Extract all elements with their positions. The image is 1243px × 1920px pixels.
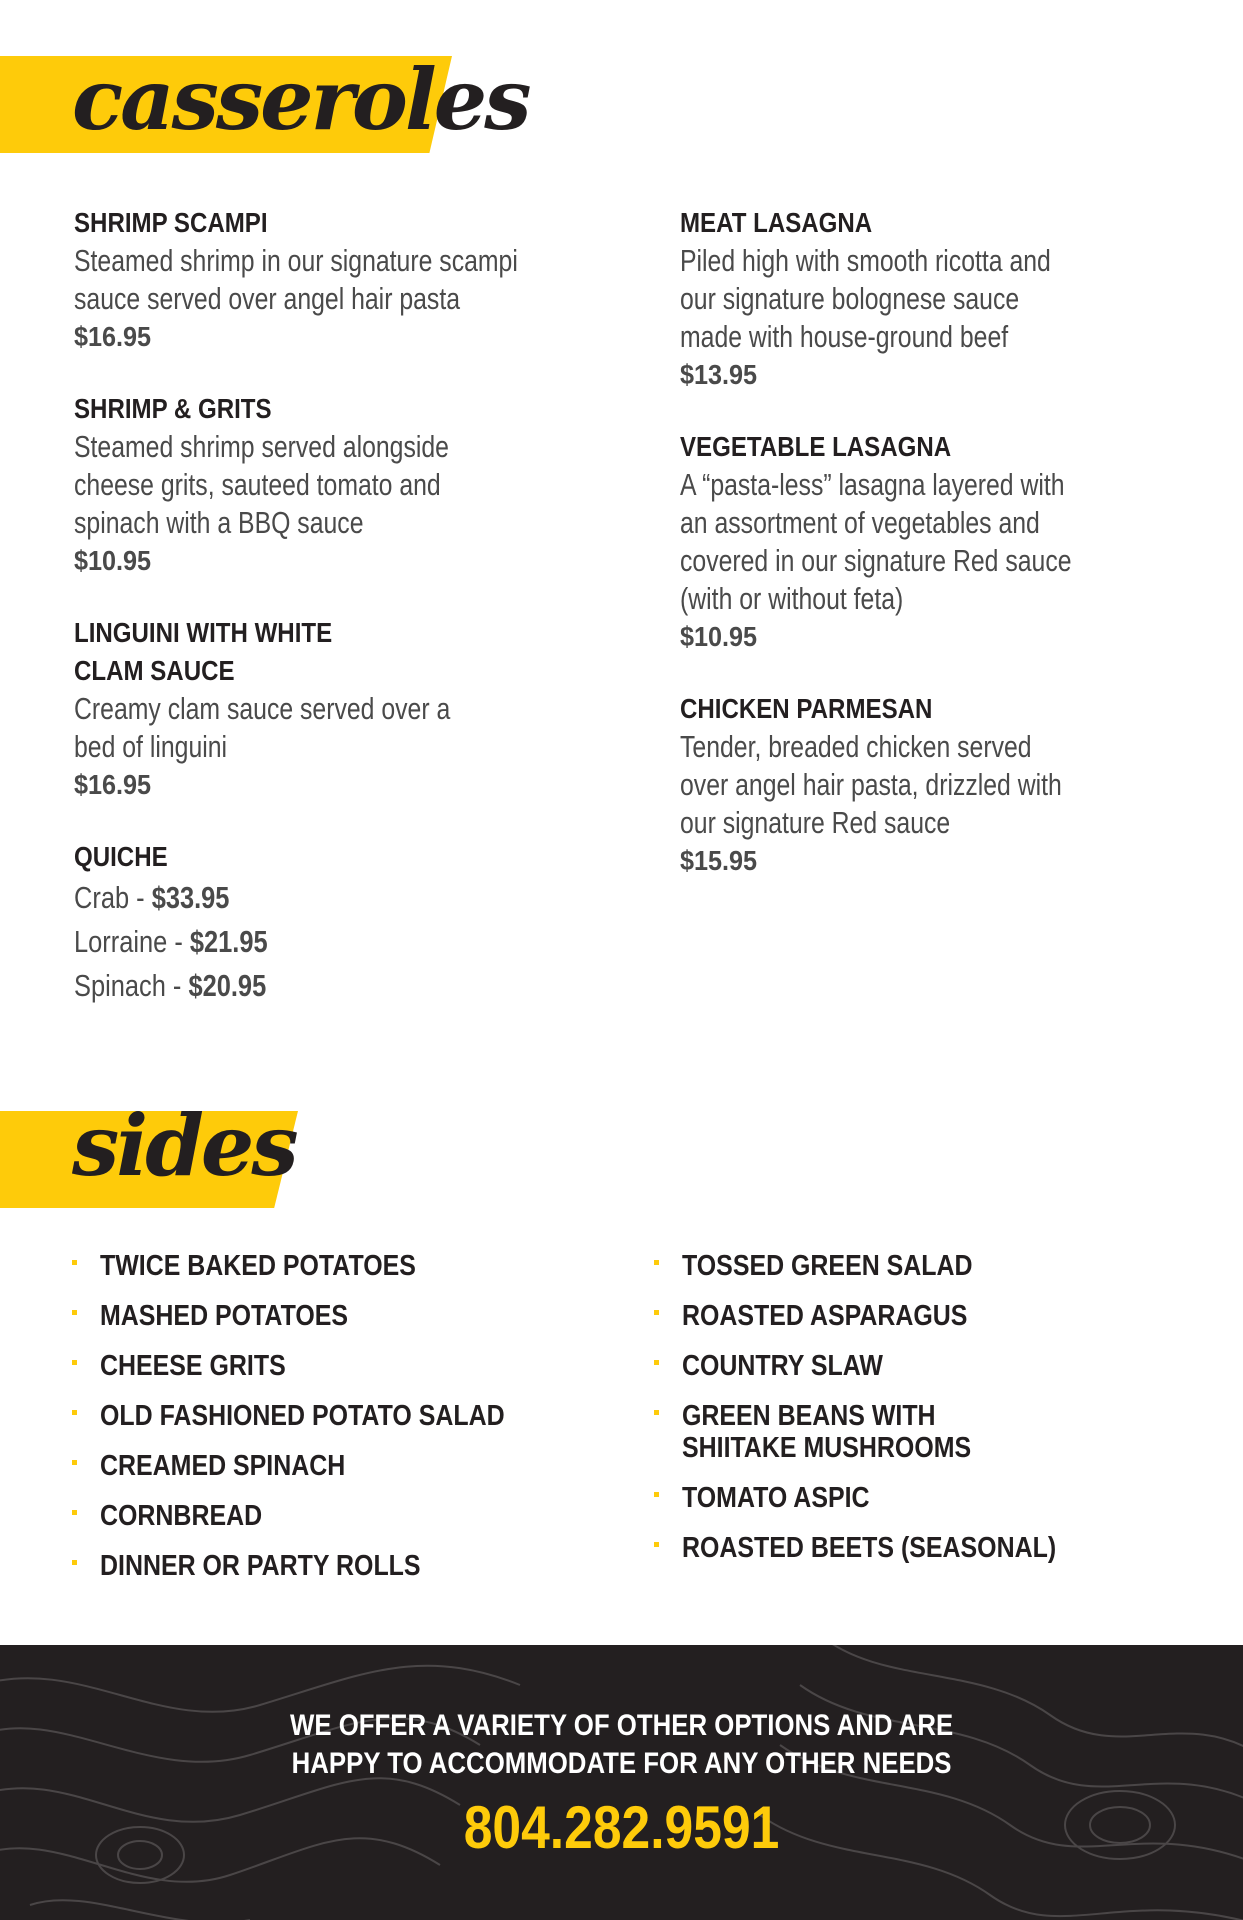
quiche-label: Lorraine -	[74, 924, 190, 959]
item-description: Tender, breaded chicken served over angel hair pasta, drizzled with our signature Red sauce	[680, 729, 1062, 840]
side-label: CHEESE GRITS	[100, 1350, 286, 1382]
bullet-icon	[654, 1542, 659, 1547]
bullet-icon	[72, 1310, 77, 1315]
side-label: OLD FASHIONED POTATO SALAD	[100, 1400, 505, 1432]
side-label: ROASTED ASPARAGUS	[682, 1300, 968, 1332]
quiche-price: $33.95	[151, 880, 230, 915]
item-name: QUICHE	[74, 841, 168, 872]
side-label: TOSSED GREEN SALAD	[682, 1250, 973, 1282]
quiche-price: $21.95	[189, 924, 268, 959]
footer-message	[0, 1707, 1243, 1783]
menu-item	[680, 204, 1150, 394]
quiche-option	[74, 920, 459, 964]
item-price: $13.95	[680, 359, 758, 390]
item-description: A “pasta-less” lasagna layered with an assortment of vegetables and covered in our signature Red sauce (with or without feta)	[680, 467, 1072, 616]
side-item	[70, 1300, 570, 1332]
side-item	[70, 1450, 570, 1482]
item-name: VEGETABLE LASAGNA	[680, 431, 952, 462]
casseroles-heading: casseroles	[72, 50, 529, 149]
bullet-icon	[72, 1560, 77, 1565]
item-name: CHICKEN PARMESAN	[680, 693, 933, 724]
menu-item	[74, 390, 544, 580]
side-item	[652, 1350, 1117, 1382]
quiche-price: $20.95	[188, 968, 267, 1003]
side-item	[652, 1250, 1117, 1282]
item-name: MEAT LASAGNA	[680, 207, 873, 238]
sides-heading: sides	[72, 1096, 296, 1195]
side-label: MASHED POTATOES	[100, 1300, 349, 1332]
side-label: CORNBREAD	[100, 1500, 263, 1532]
item-price: $10.95	[680, 621, 758, 652]
bullet-icon	[72, 1360, 77, 1365]
side-item	[70, 1250, 570, 1282]
casseroles-right-column	[680, 204, 1150, 914]
item-description: Steamed shrimp in our signature scampi sauce served over angel hair pasta	[74, 243, 518, 316]
item-price: $10.95	[74, 545, 152, 576]
bullet-icon	[654, 1360, 659, 1365]
menu-item	[680, 690, 1150, 880]
menu-item	[74, 204, 544, 356]
quiche-label: Crab -	[74, 880, 152, 915]
side-label: TWICE BAKED POTATOES	[100, 1250, 416, 1282]
side-label: GREEN BEANS WITH SHIITAKE MUSHROOMS	[682, 1400, 972, 1464]
bullet-icon	[72, 1260, 77, 1265]
side-item	[70, 1550, 570, 1582]
bullet-icon	[72, 1460, 77, 1465]
item-name: SHRIMP & GRITS	[74, 393, 272, 424]
side-label: DINNER OR PARTY ROLLS	[100, 1550, 421, 1582]
item-description: Piled high with smooth ricotta and our signature bolognese sauce made with house-ground beef	[680, 243, 1051, 354]
side-item	[70, 1500, 570, 1532]
item-name: LINGUINI WITH WHITE CLAM SAUCE	[74, 617, 333, 686]
item-price: $16.95	[74, 321, 152, 352]
item-description: Steamed shrimp served alongside cheese grits, sauteed tomato and spinach with a BBQ sauce	[74, 429, 449, 540]
side-item	[652, 1532, 1117, 1564]
side-item	[652, 1482, 1117, 1514]
bullet-icon	[72, 1410, 77, 1415]
bullet-icon	[72, 1510, 77, 1515]
sides-right-list	[652, 1250, 1117, 1582]
quiche-label: Spinach -	[74, 968, 189, 1003]
side-label: CREAMED SPINACH	[100, 1450, 346, 1482]
bullet-icon	[654, 1410, 659, 1415]
sides-left-list	[70, 1250, 570, 1600]
bullet-icon	[654, 1492, 659, 1497]
side-label: ROASTED BEETS (SEASONAL)	[682, 1532, 1057, 1564]
quiche-option	[74, 876, 459, 920]
menu-item	[74, 614, 544, 804]
side-label: COUNTRY SLAW	[682, 1350, 883, 1382]
side-item	[652, 1400, 1117, 1464]
bullet-icon	[654, 1260, 659, 1265]
footer-banner	[0, 1645, 1243, 1920]
side-item	[70, 1350, 570, 1382]
casseroles-left-column	[74, 204, 544, 1042]
phone-number-text[interactable]: 804.282.9591	[463, 1794, 780, 1861]
side-item	[70, 1400, 570, 1432]
footer-message-text: WE OFFER A VARIETY OF OTHER OPTIONS AND ARE HAPPY TO ACCOMMODATE FOR ANY OTHER NEEDS	[289, 1709, 954, 1780]
phone-number[interactable]	[0, 1793, 1243, 1863]
bullet-icon	[654, 1310, 659, 1315]
menu-item-quiche	[74, 838, 544, 1008]
side-item	[652, 1300, 1117, 1332]
side-label: TOMATO ASPIC	[682, 1482, 870, 1514]
item-price: $15.95	[680, 845, 758, 876]
item-price: $16.95	[74, 769, 152, 800]
menu-item	[680, 428, 1150, 656]
item-name: SHRIMP SCAMPI	[74, 207, 268, 238]
item-description: Creamy clam sauce served over a bed of linguini	[74, 691, 451, 764]
quiche-option	[74, 964, 459, 1008]
